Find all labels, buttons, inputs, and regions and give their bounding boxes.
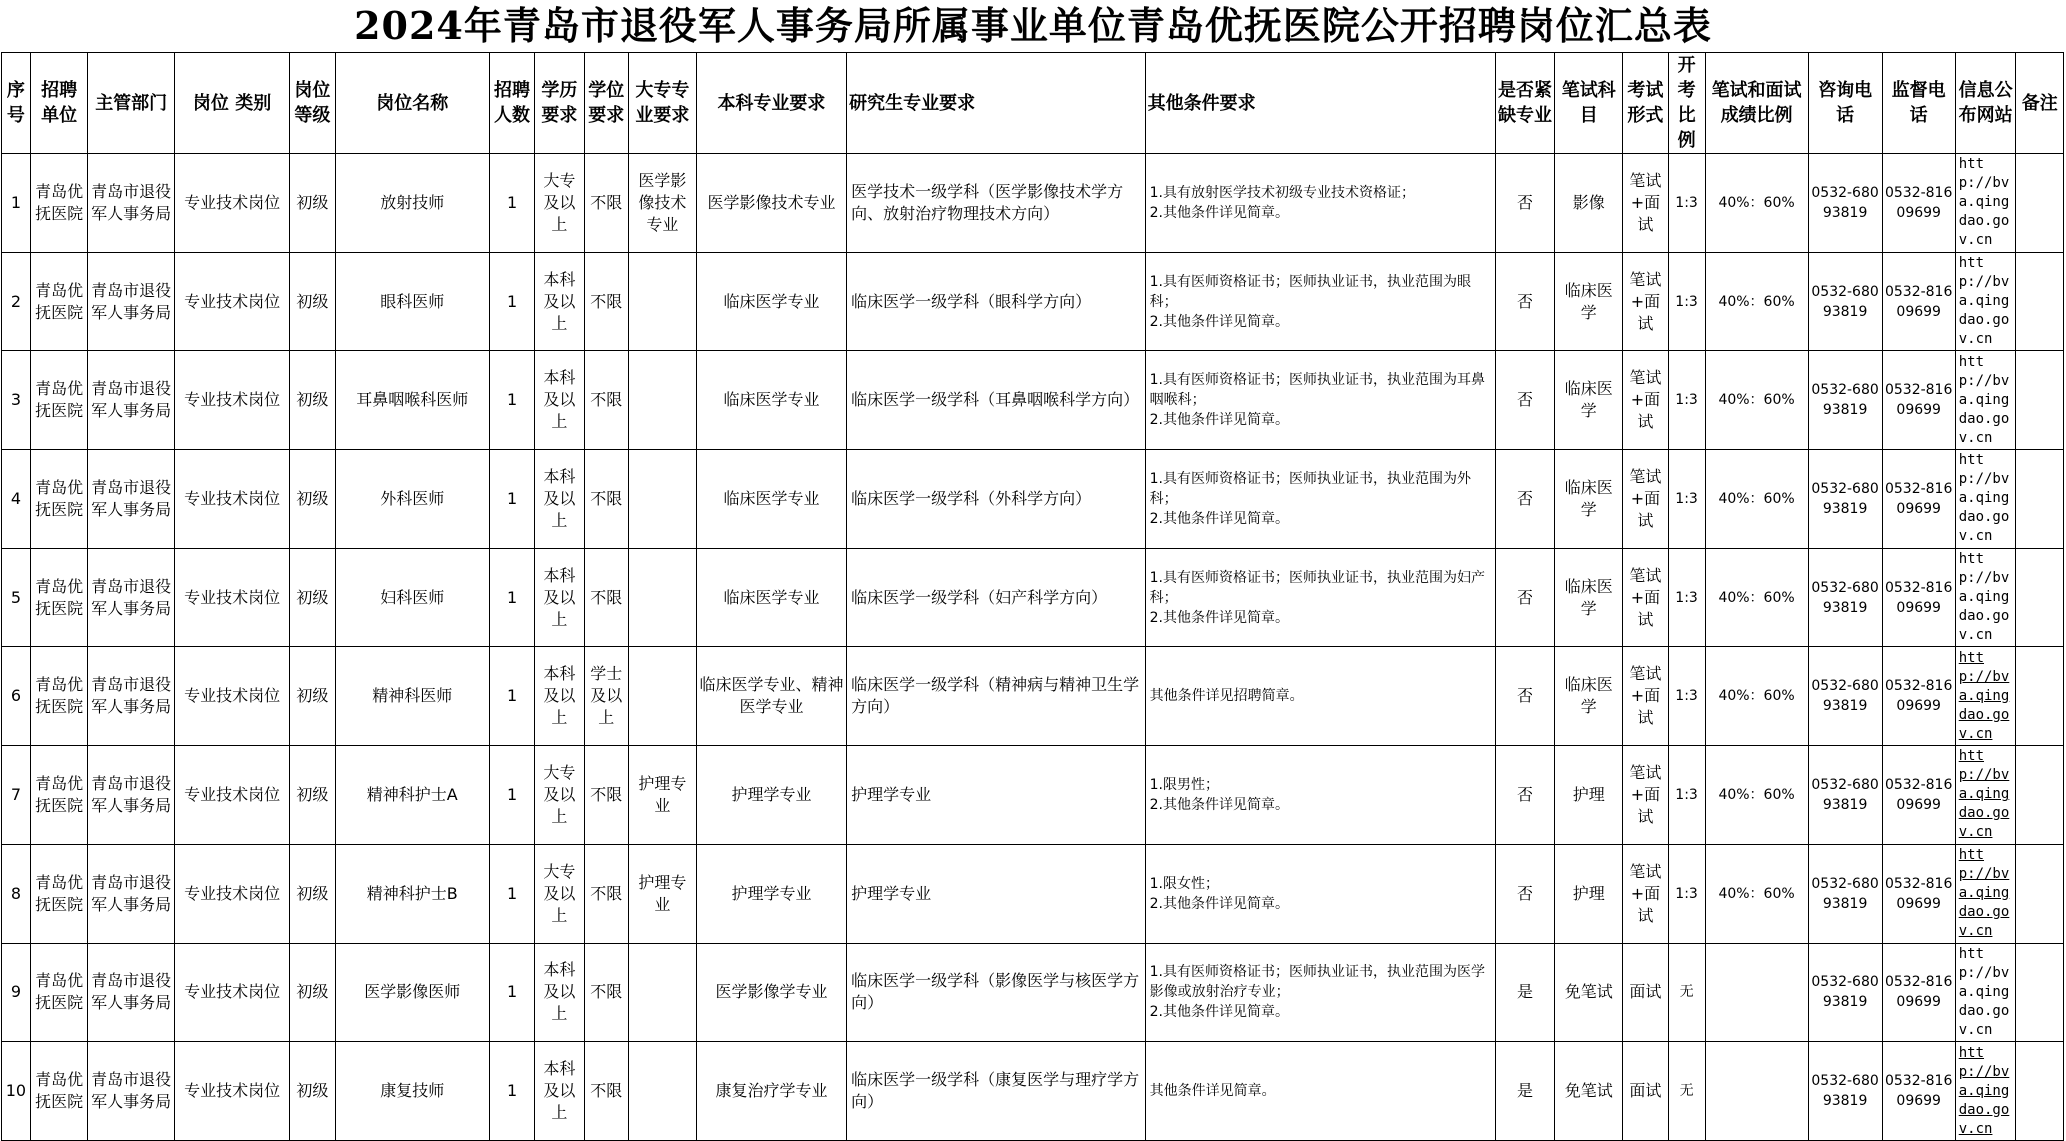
website-link[interactable]: http://bva.qingdao.gov.cn <box>1958 551 2010 644</box>
cell-remark <box>2016 647 2064 746</box>
cell-name: 精神科护士A <box>335 746 489 845</box>
cell-level: 初级 <box>290 1042 335 1141</box>
table-row <box>2 943 2064 1042</box>
cell-name: 精神科护士B <box>335 844 489 943</box>
cell-ratio: 1:3 <box>1668 154 1705 253</box>
cell-score <box>1705 943 1808 1042</box>
cell-bachelor: 临床医学专业 <box>696 351 846 450</box>
cell-name: 外科医师 <box>335 450 489 549</box>
cell-other <box>1145 548 1495 647</box>
header-other: 其他条件要求 <box>1145 53 1495 154</box>
cell-exam: 笔试+面试 <box>1623 746 1668 845</box>
cond-2: 2.其他条件详见简章。 <box>1149 1004 1289 1021</box>
cell-ratio: 1:3 <box>1668 450 1705 549</box>
cell-remark <box>2016 252 2064 351</box>
cell-consult: 0532-68093819 <box>1808 450 1882 549</box>
header-name: 岗位名称 <box>335 53 489 154</box>
header-level: 岗位等级 <box>290 53 335 154</box>
cell-college: 医学影像技术专业 <box>628 154 696 253</box>
cell-subject: 临床医学 <box>1555 351 1623 450</box>
table-row <box>2 252 2064 351</box>
website-link[interactable]: http://bva.qingdao.gov.cn <box>1958 1044 2010 1137</box>
cell-unit: 青岛优抚医院 <box>30 450 88 549</box>
cell-bachelor: 医学影像技术专业 <box>696 154 846 253</box>
cell-category: 专业技术岗位 <box>174 351 289 450</box>
cell-unit: 青岛优抚医院 <box>30 647 88 746</box>
cell-count: 1 <box>489 450 534 549</box>
cell-college: 护理专业 <box>628 746 696 845</box>
cell-shortage: 否 <box>1495 252 1555 351</box>
cell-college <box>628 351 696 450</box>
cell-category: 专业技术岗位 <box>174 746 289 845</box>
cell-ratio: 1:3 <box>1668 252 1705 351</box>
cell-other <box>1145 746 1495 845</box>
cond-2: 2.其他条件详见简章。 <box>1149 510 1289 527</box>
cell-count: 1 <box>489 647 534 746</box>
cond-2: 2.其他条件详见简章。 <box>1149 412 1289 429</box>
cell-name: 放射技师 <box>335 154 489 253</box>
cell-bachelor: 临床医学专业 <box>696 450 846 549</box>
cell-other <box>1145 154 1495 253</box>
cell-other <box>1145 844 1495 943</box>
cell-consult: 0532-68093819 <box>1808 1042 1882 1141</box>
cell-name: 康复技师 <box>335 1042 489 1141</box>
cell-unit: 青岛优抚医院 <box>30 548 88 647</box>
cell-score <box>1705 1042 1808 1141</box>
cell-college <box>628 548 696 647</box>
cell-count: 1 <box>489 746 534 845</box>
page-title: 2024年青岛市退役军人事务局所属事业单位青岛优抚医院公开招聘岗位汇总表 <box>354 3 1712 48</box>
cell-subject: 临床医学 <box>1555 252 1623 351</box>
cond-2: 2.其他条件详见简章。 <box>1149 204 1289 221</box>
cell-name: 妇科医师 <box>335 548 489 647</box>
cond-2: 2.其他条件详见简章。 <box>1149 313 1289 330</box>
cell-subject: 临床医学 <box>1555 450 1623 549</box>
cell-supervise: 0532-81609699 <box>1882 647 1955 746</box>
cell-degree: 不限 <box>584 154 628 253</box>
cell-category: 专业技术岗位 <box>174 943 289 1042</box>
cell-name: 耳鼻咽喉科医师 <box>335 351 489 450</box>
website-link[interactable]: http://bva.qingdao.gov.cn <box>1958 748 2010 841</box>
cell-supervise: 0532-81609699 <box>1882 1042 1955 1141</box>
cell-seq: 8 <box>2 844 31 943</box>
cell-seq: 9 <box>2 943 31 1042</box>
cell-supervise: 0532-81609699 <box>1882 450 1955 549</box>
cell-exam: 笔试+面试 <box>1623 351 1668 450</box>
cell-level: 初级 <box>290 844 335 943</box>
cond-2: 2.其他条件详见简章。 <box>1149 895 1289 912</box>
cell-consult: 0532-68093819 <box>1808 844 1882 943</box>
cell-remark <box>2016 1042 2064 1141</box>
cell-dept: 青岛市退役军人事务局 <box>88 548 174 647</box>
header-seq: 序号 <box>2 53 31 154</box>
cell-graduate: 医学技术一级学科（医学影像技术学方向、放射治疗物理技术方向） <box>847 154 1146 253</box>
cell-subject: 护理 <box>1555 844 1623 943</box>
cell-edu: 本科及以上 <box>535 1042 584 1141</box>
cell-subject: 免笔试 <box>1555 1042 1623 1141</box>
cell-consult: 0532-68093819 <box>1808 351 1882 450</box>
cell-degree: 不限 <box>584 1042 628 1141</box>
cell-bachelor: 护理学专业 <box>696 844 846 943</box>
cell-count: 1 <box>489 548 534 647</box>
table-row <box>2 844 2064 943</box>
cell-college <box>628 450 696 549</box>
cell-count: 1 <box>489 252 534 351</box>
cell-website <box>1955 1042 2016 1141</box>
cell-edu: 本科及以上 <box>535 351 584 450</box>
cond-1: 1.具有医师资格证书；医师执业证书，执业范围为妇产科； <box>1149 569 1485 606</box>
cell-edu: 大专及以上 <box>535 154 584 253</box>
table-row <box>2 1042 2064 1141</box>
cell-category: 专业技术岗位 <box>174 844 289 943</box>
cell-remark <box>2016 450 2064 549</box>
header-count: 招聘人数 <box>489 53 534 154</box>
cell-seq: 7 <box>2 746 31 845</box>
cell-dept: 青岛市退役军人事务局 <box>88 351 174 450</box>
header-row <box>2 53 2064 154</box>
cell-degree: 不限 <box>584 943 628 1042</box>
cell-name: 眼科医师 <box>335 252 489 351</box>
cell-dept: 青岛市退役军人事务局 <box>88 746 174 845</box>
header-ratio: 开考比例 <box>1668 53 1705 154</box>
cell-count: 1 <box>489 844 534 943</box>
website-link[interactable]: http://bva.qingdao.gov.cn <box>1958 847 2010 940</box>
cell-score: 40%：60% <box>1705 252 1808 351</box>
cell-shortage: 否 <box>1495 351 1555 450</box>
cell-supervise: 0532-81609699 <box>1882 746 1955 845</box>
cell-ratio: 1:3 <box>1668 548 1705 647</box>
cell-shortage: 是 <box>1495 1042 1555 1141</box>
cell-graduate: 护理学专业 <box>847 746 1146 845</box>
cell-supervise: 0532-81609699 <box>1882 943 1955 1042</box>
cell-seq: 6 <box>2 647 31 746</box>
cell-supervise: 0532-81609699 <box>1882 844 1955 943</box>
cell-consult: 0532-68093819 <box>1808 548 1882 647</box>
cell-level: 初级 <box>290 154 335 253</box>
cell-degree: 不限 <box>584 746 628 845</box>
cell-seq: 5 <box>2 548 31 647</box>
cell-score: 40%：60% <box>1705 844 1808 943</box>
cell-college <box>628 647 696 746</box>
cell-dept: 青岛市退役军人事务局 <box>88 252 174 351</box>
cell-exam: 面试 <box>1623 1042 1668 1141</box>
cell-bachelor: 医学影像学专业 <box>696 943 846 1042</box>
cell-subject: 护理 <box>1555 746 1623 845</box>
website-link[interactable]: http://bva.qingdao.gov.cn <box>1958 945 2010 1038</box>
cell-consult: 0532-68093819 <box>1808 943 1882 1042</box>
cell-degree: 不限 <box>584 844 628 943</box>
header-edu: 学历要求 <box>535 53 584 154</box>
cell-edu: 本科及以上 <box>535 943 584 1042</box>
cell-graduate: 临床医学一级学科（妇产科学方向） <box>847 548 1146 647</box>
cell-shortage: 否 <box>1495 746 1555 845</box>
cell-seq: 1 <box>2 154 31 253</box>
cell-website <box>1955 548 2016 647</box>
cell-remark <box>2016 943 2064 1042</box>
cell-website <box>1955 746 2016 845</box>
header-category: 岗位 类别 <box>174 53 289 154</box>
cell-website <box>1955 647 2016 746</box>
cell-level: 初级 <box>290 746 335 845</box>
cell-level: 初级 <box>290 943 335 1042</box>
cell-exam: 笔试+面试 <box>1623 548 1668 647</box>
header-consult: 咨询电话 <box>1808 53 1882 154</box>
cell-exam: 笔试+面试 <box>1623 252 1668 351</box>
cell-exam: 笔试+面试 <box>1623 450 1668 549</box>
cell-score: 40%：60% <box>1705 548 1808 647</box>
header-dept: 主管部门 <box>88 53 174 154</box>
cond-1: 1.具有医师资格证书；医师执业证书，执业范围为外科； <box>1149 470 1471 507</box>
cell-category: 专业技术岗位 <box>174 1042 289 1141</box>
cell-edu: 本科及以上 <box>535 647 584 746</box>
cell-bachelor: 临床医学专业、精神医学专业 <box>696 647 846 746</box>
cell-other <box>1145 1042 1495 1141</box>
cell-website <box>1955 943 2016 1042</box>
cell-score: 40%：60% <box>1705 647 1808 746</box>
cell-supervise: 0532-81609699 <box>1882 252 1955 351</box>
cell-website <box>1955 844 2016 943</box>
cell-shortage: 否 <box>1495 450 1555 549</box>
cell-graduate: 临床医学一级学科（康复医学与理疗学方向） <box>847 1042 1146 1141</box>
cell-graduate: 临床医学一级学科（影像医学与核医学方向） <box>847 943 1146 1042</box>
cell-dept: 青岛市退役军人事务局 <box>88 450 174 549</box>
cell-bachelor: 护理学专业 <box>696 746 846 845</box>
cell-exam: 面试 <box>1623 943 1668 1042</box>
table-row <box>2 351 2064 450</box>
cell-seq: 4 <box>2 450 31 549</box>
cell-exam: 笔试+面试 <box>1623 154 1668 253</box>
cell-subject: 免笔试 <box>1555 943 1623 1042</box>
cond-1: 1.具有医师资格证书；医师执业证书，执业范围为医学影像或放射治疗专业； <box>1149 964 1485 1001</box>
cell-other <box>1145 252 1495 351</box>
cell-level: 初级 <box>290 548 335 647</box>
cell-level: 初级 <box>290 450 335 549</box>
cell-shortage: 否 <box>1495 647 1555 746</box>
cell-edu: 本科及以上 <box>535 548 584 647</box>
header-score: 笔试和面试成绩比例 <box>1705 53 1808 154</box>
header-website: 信息公布网站 <box>1955 53 2016 154</box>
cell-ratio: 无 <box>1668 943 1705 1042</box>
cell-unit: 青岛优抚医院 <box>30 1042 88 1141</box>
cell-other <box>1145 647 1495 746</box>
cell-other <box>1145 351 1495 450</box>
cell-category: 专业技术岗位 <box>174 548 289 647</box>
cell-degree: 不限 <box>584 450 628 549</box>
header-degree: 学位要求 <box>584 53 628 154</box>
cell-degree: 不限 <box>584 548 628 647</box>
cell-shortage: 否 <box>1495 844 1555 943</box>
cell-college <box>628 252 696 351</box>
header-shortage: 是否紧缺专业 <box>1495 53 1555 154</box>
cell-score: 40%：60% <box>1705 351 1808 450</box>
website-link[interactable]: http://bva.qingdao.gov.cn <box>1958 452 2010 545</box>
cell-consult: 0532-68093819 <box>1808 154 1882 253</box>
cell-supervise: 0532-81609699 <box>1882 154 1955 253</box>
cell-other <box>1145 943 1495 1042</box>
cell-college: 护理专业 <box>628 844 696 943</box>
cell-website <box>1955 252 2016 351</box>
cell-count: 1 <box>489 154 534 253</box>
cell-degree: 学士及以上 <box>584 647 628 746</box>
cell-consult: 0532-68093819 <box>1808 252 1882 351</box>
cell-dept: 青岛市退役军人事务局 <box>88 154 174 253</box>
cell-supervise: 0532-81609699 <box>1882 351 1955 450</box>
header-unit: 招聘单位 <box>30 53 88 154</box>
cell-remark <box>2016 746 2064 845</box>
cell-bachelor: 康复治疗学专业 <box>696 1042 846 1141</box>
header-subject: 笔试科目 <box>1555 53 1623 154</box>
cell-bachelor: 临床医学专业 <box>696 548 846 647</box>
cell-subject: 临床医学 <box>1555 647 1623 746</box>
cell-level: 初级 <box>290 647 335 746</box>
cell-bachelor: 临床医学专业 <box>696 252 846 351</box>
cell-dept: 青岛市退役军人事务局 <box>88 844 174 943</box>
cell-graduate: 临床医学一级学科（耳鼻咽喉科学方向） <box>847 351 1146 450</box>
header-remark: 备注 <box>2016 53 2064 154</box>
table-row <box>2 647 2064 746</box>
cell-ratio: 1:3 <box>1668 351 1705 450</box>
cond-1: 其他条件详见招聘简章。 <box>1149 688 1304 705</box>
header-exam: 考试形式 <box>1623 53 1668 154</box>
table-row <box>2 746 2064 845</box>
cell-unit: 青岛优抚医院 <box>30 746 88 845</box>
cell-unit: 青岛优抚医院 <box>30 252 88 351</box>
cell-category: 专业技术岗位 <box>174 252 289 351</box>
cell-edu: 本科及以上 <box>535 252 584 351</box>
cond-1: 1.限男性； <box>1149 776 1219 793</box>
cell-shortage: 是 <box>1495 943 1555 1042</box>
cell-remark <box>2016 548 2064 647</box>
cond-1: 1.具有医师资格证书；医师执业证书，执业范围为眼科； <box>1149 273 1471 310</box>
website-link[interactable]: http://bva.qingdao.gov.cn <box>1958 353 2010 446</box>
cell-level: 初级 <box>290 252 335 351</box>
cell-graduate: 临床医学一级学科（精神病与精神卫生学方向） <box>847 647 1146 746</box>
cell-count: 1 <box>489 351 534 450</box>
cell-subject: 临床医学 <box>1555 548 1623 647</box>
cell-category: 专业技术岗位 <box>174 450 289 549</box>
cond-1: 1.具有放射医学技术初级专业技术资格证； <box>1149 184 1415 201</box>
cell-score: 40%：60% <box>1705 450 1808 549</box>
cell-count: 1 <box>489 943 534 1042</box>
cell-category: 专业技术岗位 <box>174 154 289 253</box>
header-college: 大专专业要求 <box>628 53 696 154</box>
cell-exam: 笔试+面试 <box>1623 647 1668 746</box>
cell-graduate: 临床医学一级学科（眼科学方向） <box>847 252 1146 351</box>
cell-degree: 不限 <box>584 252 628 351</box>
cell-college <box>628 943 696 1042</box>
cell-shortage: 否 <box>1495 548 1555 647</box>
cell-unit: 青岛优抚医院 <box>30 844 88 943</box>
table-row <box>2 548 2064 647</box>
cell-ratio: 1:3 <box>1668 746 1705 845</box>
table-row <box>2 450 2064 549</box>
cell-exam: 笔试+面试 <box>1623 844 1668 943</box>
table-row <box>2 154 2064 253</box>
cell-remark <box>2016 154 2064 253</box>
cell-unit: 青岛优抚医院 <box>30 351 88 450</box>
cell-name: 医学影像医师 <box>335 943 489 1042</box>
cell-score: 40%：60% <box>1705 746 1808 845</box>
cond-1: 1.限女性； <box>1149 875 1219 892</box>
cell-ratio: 1:3 <box>1668 844 1705 943</box>
website-link[interactable]: http://bva.qingdao.gov.cn <box>1958 255 2010 348</box>
cell-unit: 青岛优抚医院 <box>30 154 88 253</box>
cell-seq: 10 <box>2 1042 31 1141</box>
cell-unit: 青岛优抚医院 <box>30 943 88 1042</box>
cell-score: 40%：60% <box>1705 154 1808 253</box>
cell-graduate: 临床医学一级学科（外科学方向） <box>847 450 1146 549</box>
cond-1: 1.具有医师资格证书；医师执业证书，执业范围为耳鼻咽喉科； <box>1149 372 1485 409</box>
header-bachelor: 本科专业要求 <box>696 53 846 154</box>
cell-dept: 青岛市退役军人事务局 <box>88 647 174 746</box>
cell-edu: 大专及以上 <box>535 844 584 943</box>
cond-2: 2.其他条件详见简章。 <box>1149 609 1289 626</box>
cell-degree: 不限 <box>584 351 628 450</box>
cond-2: 2.其他条件详见简章。 <box>1149 796 1289 813</box>
cell-remark <box>2016 844 2064 943</box>
cell-consult: 0532-68093819 <box>1808 647 1882 746</box>
cell-supervise: 0532-81609699 <box>1882 548 1955 647</box>
website-link[interactable]: http://bva.qingdao.gov.cn <box>1958 156 2010 249</box>
cell-shortage: 否 <box>1495 154 1555 253</box>
cell-subject: 影像 <box>1555 154 1623 253</box>
cell-other <box>1145 450 1495 549</box>
cell-count: 1 <box>489 1042 534 1141</box>
cell-level: 初级 <box>290 351 335 450</box>
cell-dept: 青岛市退役军人事务局 <box>88 943 174 1042</box>
website-link[interactable]: http://bva.qingdao.gov.cn <box>1958 649 2010 742</box>
cell-category: 专业技术岗位 <box>174 647 289 746</box>
cell-seq: 3 <box>2 351 31 450</box>
cell-website <box>1955 450 2016 549</box>
cond-1: 其他条件详见简章。 <box>1149 1083 1276 1100</box>
cell-edu: 本科及以上 <box>535 450 584 549</box>
cell-edu: 大专及以上 <box>535 746 584 845</box>
cell-website <box>1955 154 2016 253</box>
cell-ratio: 1:3 <box>1668 647 1705 746</box>
header-supervise: 监督电话 <box>1882 53 1955 154</box>
cell-remark <box>2016 351 2064 450</box>
cell-consult: 0532-68093819 <box>1808 746 1882 845</box>
cell-name: 精神科医师 <box>335 647 489 746</box>
cell-dept: 青岛市退役军人事务局 <box>88 1042 174 1141</box>
cell-seq: 2 <box>2 252 31 351</box>
recruitment-table <box>1 52 2064 1141</box>
cell-graduate: 护理学专业 <box>847 844 1146 943</box>
header-graduate: 研究生专业要求 <box>847 53 1146 154</box>
cell-ratio: 无 <box>1668 1042 1705 1141</box>
cell-website <box>1955 351 2016 450</box>
cell-college <box>628 1042 696 1141</box>
